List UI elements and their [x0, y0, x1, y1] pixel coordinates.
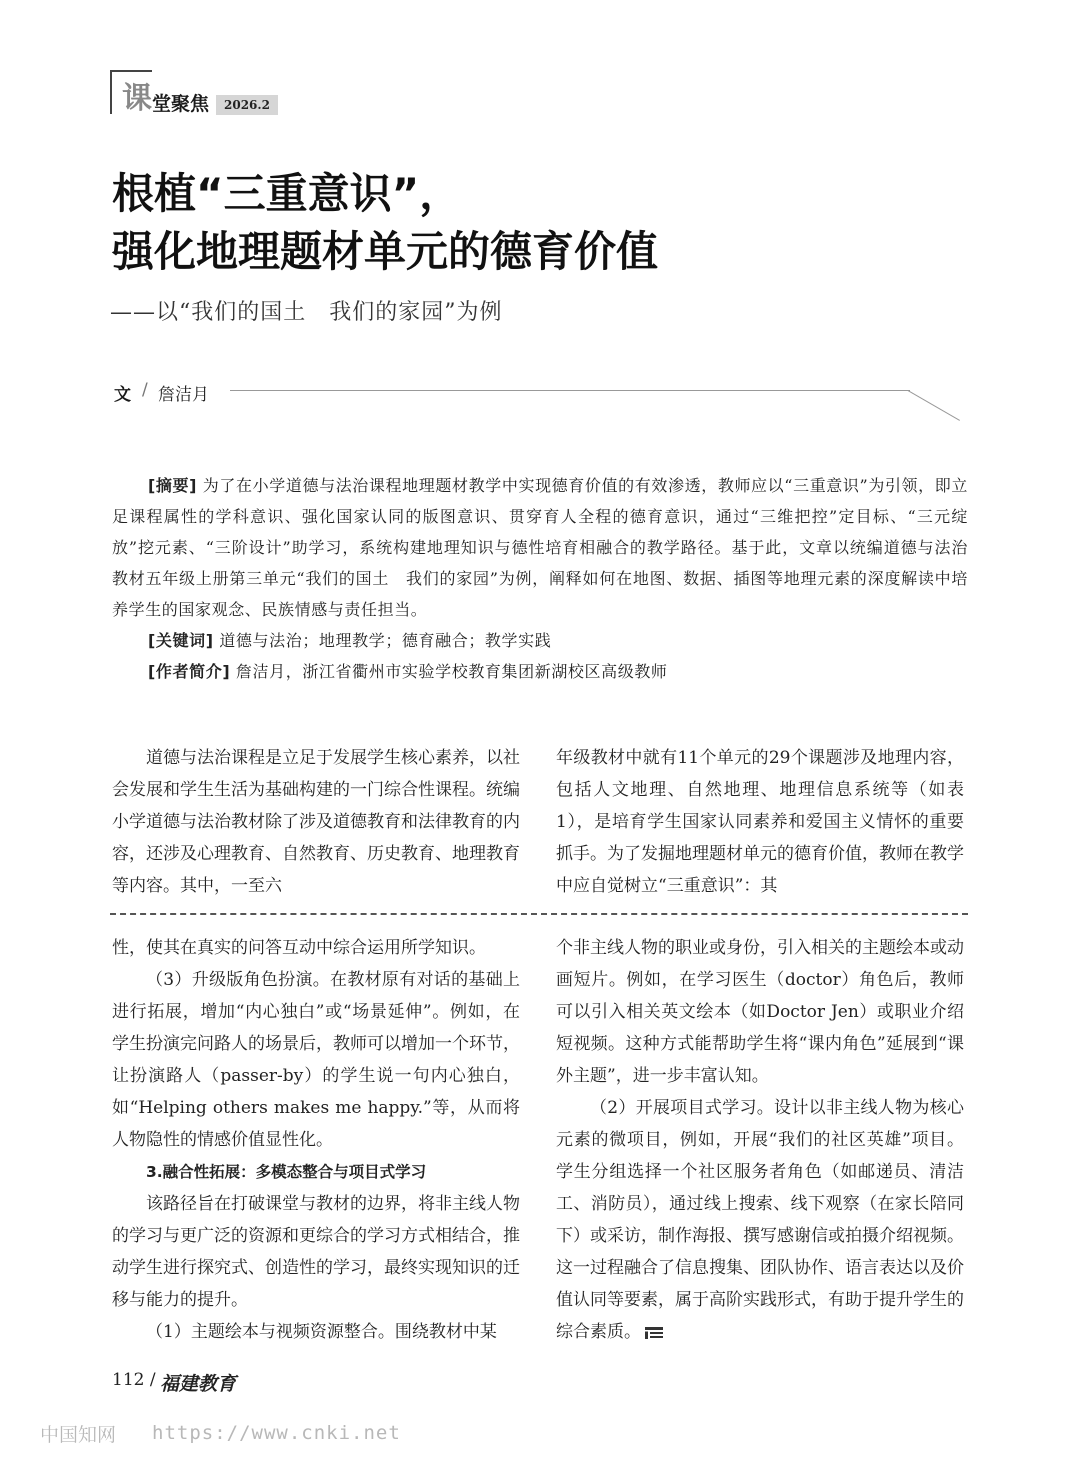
issue-badge: 2026.2 [216, 95, 278, 115]
body-paragraph: 年级教材中就有11个单元的29个课题涉及地理内容，包括人文地理、自然地理、地理信息系统等（如表1），是培育学生国家认同素养和爱国主义情怀的重要抓手。为了发掘地理题材单元的德育价值，教师在教学中应自觉树立“三重意识”：其 [556, 748, 964, 896]
byline-label: 文 [114, 385, 131, 405]
byline-rule-diagonal [908, 390, 960, 421]
article-title-line1: 根植“三重意识”， [112, 169, 462, 218]
header-bracket-vertical [110, 70, 112, 114]
body-left-top [112, 742, 520, 902]
abstract-paragraph [112, 470, 968, 625]
body-right-top [556, 742, 964, 902]
body-paragraph [556, 1092, 964, 1348]
abstract-block [112, 470, 968, 687]
article-subtitle: ——以“我们的国土 我们的家园”为例 [110, 300, 503, 325]
body-left-bottom [112, 932, 520, 1348]
article-end-icon [645, 1327, 663, 1339]
body-paragraph: 个非主线人物的职业或身份，引入相关的主题绘本或动画短片。例如，在学习医生（doctor）角色后，教师可以引入相关英文绘本（如Doctor Jen）或职业介绍短视频。这种方式能帮助学生将“课内角色”延展到“课外主题”，进一步丰富认知。 [556, 938, 964, 1086]
byline-author: 詹洁月 [158, 385, 209, 405]
page-slash: / [149, 1370, 156, 1390]
abstract-text: 为了在小学道德与法治课程地理题材教学中实现德育价值的有效渗透，教师应以“三重意识”为引领，即立足课程属性的学科意识、强化国家认同的版图意识、贯穿育人全程的德育意识，通过“三维把控”定目标、“三元绽放”挖元素、“三阶设计”助学习，系统构建地理知识与德性培育相融合的教学路径。基于此，文章以统编道德与法治教材五年级上册第三单元“我们的国土 我们的家园”为例，阐释如何在地图、数据、插图等地理元素的深度解读中培养学生的国家观念、民族情感与责任担当。 [112, 476, 969, 619]
author-info-text: 詹洁月，浙江省衢州市实验学校教育集团新湖校区高级教师 [235, 662, 668, 681]
byline-rule [230, 390, 910, 391]
keywords-text: 道德与法治；地理教学；德育融合；教学实践 [219, 631, 552, 650]
body-paragraph-text: （2）开展项目式学习。设计以非主线人物为核心元素的微项目，例如，开展“我们的社区英雄”项目。学生分组选择一个社区服务者角色（如邮递员、清洁工、消防员），通过线上搜索、线下观察（在家长陪同下）或采访，制作海报、撰写感谢信或拍摄介绍视频。这一过程融合了信息搜集、团队协作、语言表达以及价值认同等要素，属于高阶实践形式，有助于提升学生的综合素质。 [556, 1098, 964, 1342]
body-paragraph: 该路径旨在打破课堂与教材的边界，将非主线人物的学习与更广泛的资源和更综合的学习方式相结合，推动学生进行探究式、创造性的学习，最终实现知识的迁移与能力的提升。 [112, 1194, 520, 1310]
abstract-label: [摘要] [148, 476, 198, 495]
body-paragraph: （3）升级版角色扮演。在教材原有对话的基础上进行拓展，增加“内心独白”或“场景延伸”。例如，在学生扮演完问路人的场景后，教师可以增加一个环节，让扮演路人（passer-by）的学生说一句内心独白，如“Helping others makes me happy.”等，从而将人物隐性的情感价值显性化。 [112, 970, 520, 1150]
body-paragraph: 道德与法治课程是立足于发展学生核心素养，以社会发展和学生生活为基础构建的一门综合性课程。统编小学道德与法治教材除了涉及道德教育和法律教育的内容，还涉及心理教育、自然教育、历史教育、地理教育等内容。其中，一至六 [112, 748, 520, 896]
body-paragraph: （1）主题绘本与视频资源整合。围绕教材中某 [146, 1322, 497, 1342]
byline-slash: / [142, 380, 148, 400]
column-name: 堂聚焦 [152, 93, 210, 115]
author-info-paragraph [112, 656, 968, 687]
article-title-line2: 强化地理题材单元的德育价值 [112, 227, 659, 276]
page-number-text: 112 [112, 1370, 145, 1390]
body-paragraph: 性，使其在真实的问答互动中综合运用所学知识。 [112, 938, 486, 958]
header-bracket-horizontal [110, 70, 152, 72]
journal-name: 福建教育 [160, 1373, 237, 1395]
section-heading: 3.融合性拓展：多模态整合与项目式学习 [146, 1163, 427, 1181]
body-right-bottom [556, 932, 964, 1348]
watermark-cnki-url: https://www.cnki.net [152, 1422, 401, 1444]
page-number [112, 1370, 156, 1390]
author-info-label: [作者简介] [148, 662, 231, 681]
section-divider-dashed [110, 913, 968, 915]
keywords-paragraph [112, 625, 968, 656]
keywords-label: [关键词] [148, 631, 214, 650]
watermark-cnki-name: 中国知网 [40, 1424, 117, 1446]
column-initial-char: 课 [122, 81, 152, 116]
